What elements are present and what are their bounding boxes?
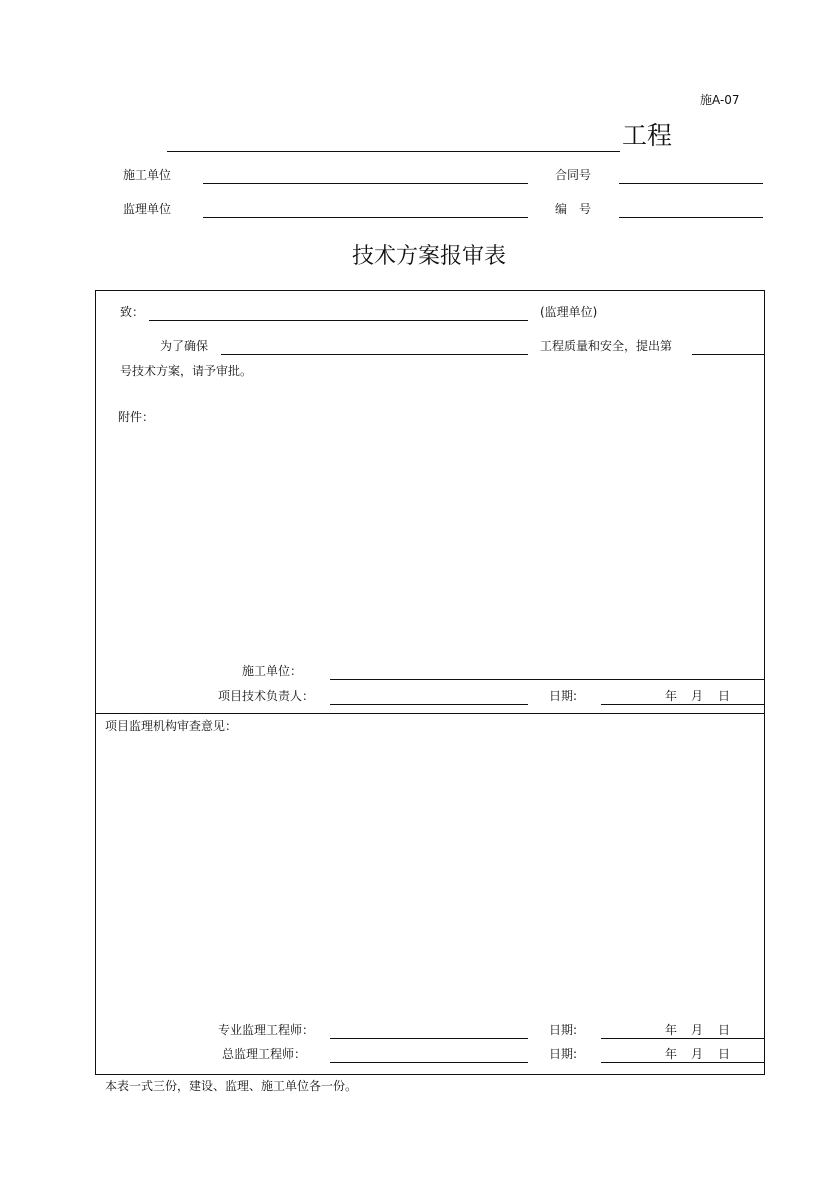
year-label: 年 <box>665 1047 678 1061</box>
to-suffix: (监理单位) <box>540 305 598 319</box>
day-label: 日 <box>718 1023 731 1037</box>
contractor-label: 施工单位 <box>123 168 172 182</box>
year-label: 年 <box>665 1023 678 1037</box>
section1-contractor-label: 施工单位： <box>241 664 302 678</box>
to-field[interactable] <box>149 320 528 321</box>
ensure-field[interactable] <box>221 354 528 355</box>
request-text: 号技术方案，请予审批。 <box>120 364 253 378</box>
chief-label: 总监理工程师： <box>221 1047 306 1061</box>
tech-lead-label: 项目技术负责人： <box>217 689 314 703</box>
section-divider <box>95 713 764 714</box>
supervisor-field[interactable] <box>203 217 528 218</box>
plan-number-field[interactable] <box>692 354 764 355</box>
specialist-label: 专业监理工程师： <box>217 1023 314 1037</box>
contract-no-label: 合同号 <box>555 168 592 182</box>
chief-date-label: 日期: <box>549 1047 578 1061</box>
specialist-date-label: 日期: <box>549 1023 578 1037</box>
project-suffix: 工程 <box>622 121 673 150</box>
attachment-label: 附件： <box>118 410 155 424</box>
day-label: 日 <box>718 689 731 703</box>
ensure-label: 为了确保 <box>160 339 209 353</box>
serial-no-label: 编 号 <box>555 202 592 216</box>
supervisor-label: 监理单位 <box>123 202 172 216</box>
contract-no-field[interactable] <box>619 183 763 184</box>
footer-note: 本表一式三份，建设、监理、施工单位各一份。 <box>105 1079 358 1093</box>
year-label: 年 <box>665 689 678 703</box>
opinion-label: 项目监理机构审查意见： <box>105 719 238 733</box>
section1-contractor-field[interactable] <box>330 679 764 680</box>
date-field[interactable] <box>601 704 764 705</box>
to-label: 致： <box>120 305 145 319</box>
form-box <box>95 290 765 1075</box>
chief-date-field[interactable] <box>601 1062 764 1063</box>
form-code: 施A-07 <box>700 93 740 107</box>
month-label: 月 <box>691 689 704 703</box>
page-title: 技术方案报审表 <box>351 244 506 269</box>
month-label: 月 <box>691 1023 704 1037</box>
specialist-date-field[interactable] <box>601 1038 764 1039</box>
chief-field[interactable] <box>330 1062 528 1063</box>
project-name-field[interactable] <box>167 151 620 152</box>
ensure-suffix: 工程质量和安全，提出第 <box>540 339 673 353</box>
month-label: 月 <box>691 1047 704 1061</box>
contractor-field[interactable] <box>203 183 528 184</box>
day-label: 日 <box>718 1047 731 1061</box>
date-label: 日期: <box>549 689 578 703</box>
specialist-field[interactable] <box>330 1038 528 1039</box>
serial-no-field[interactable] <box>619 217 763 218</box>
tech-lead-field[interactable] <box>330 704 528 705</box>
